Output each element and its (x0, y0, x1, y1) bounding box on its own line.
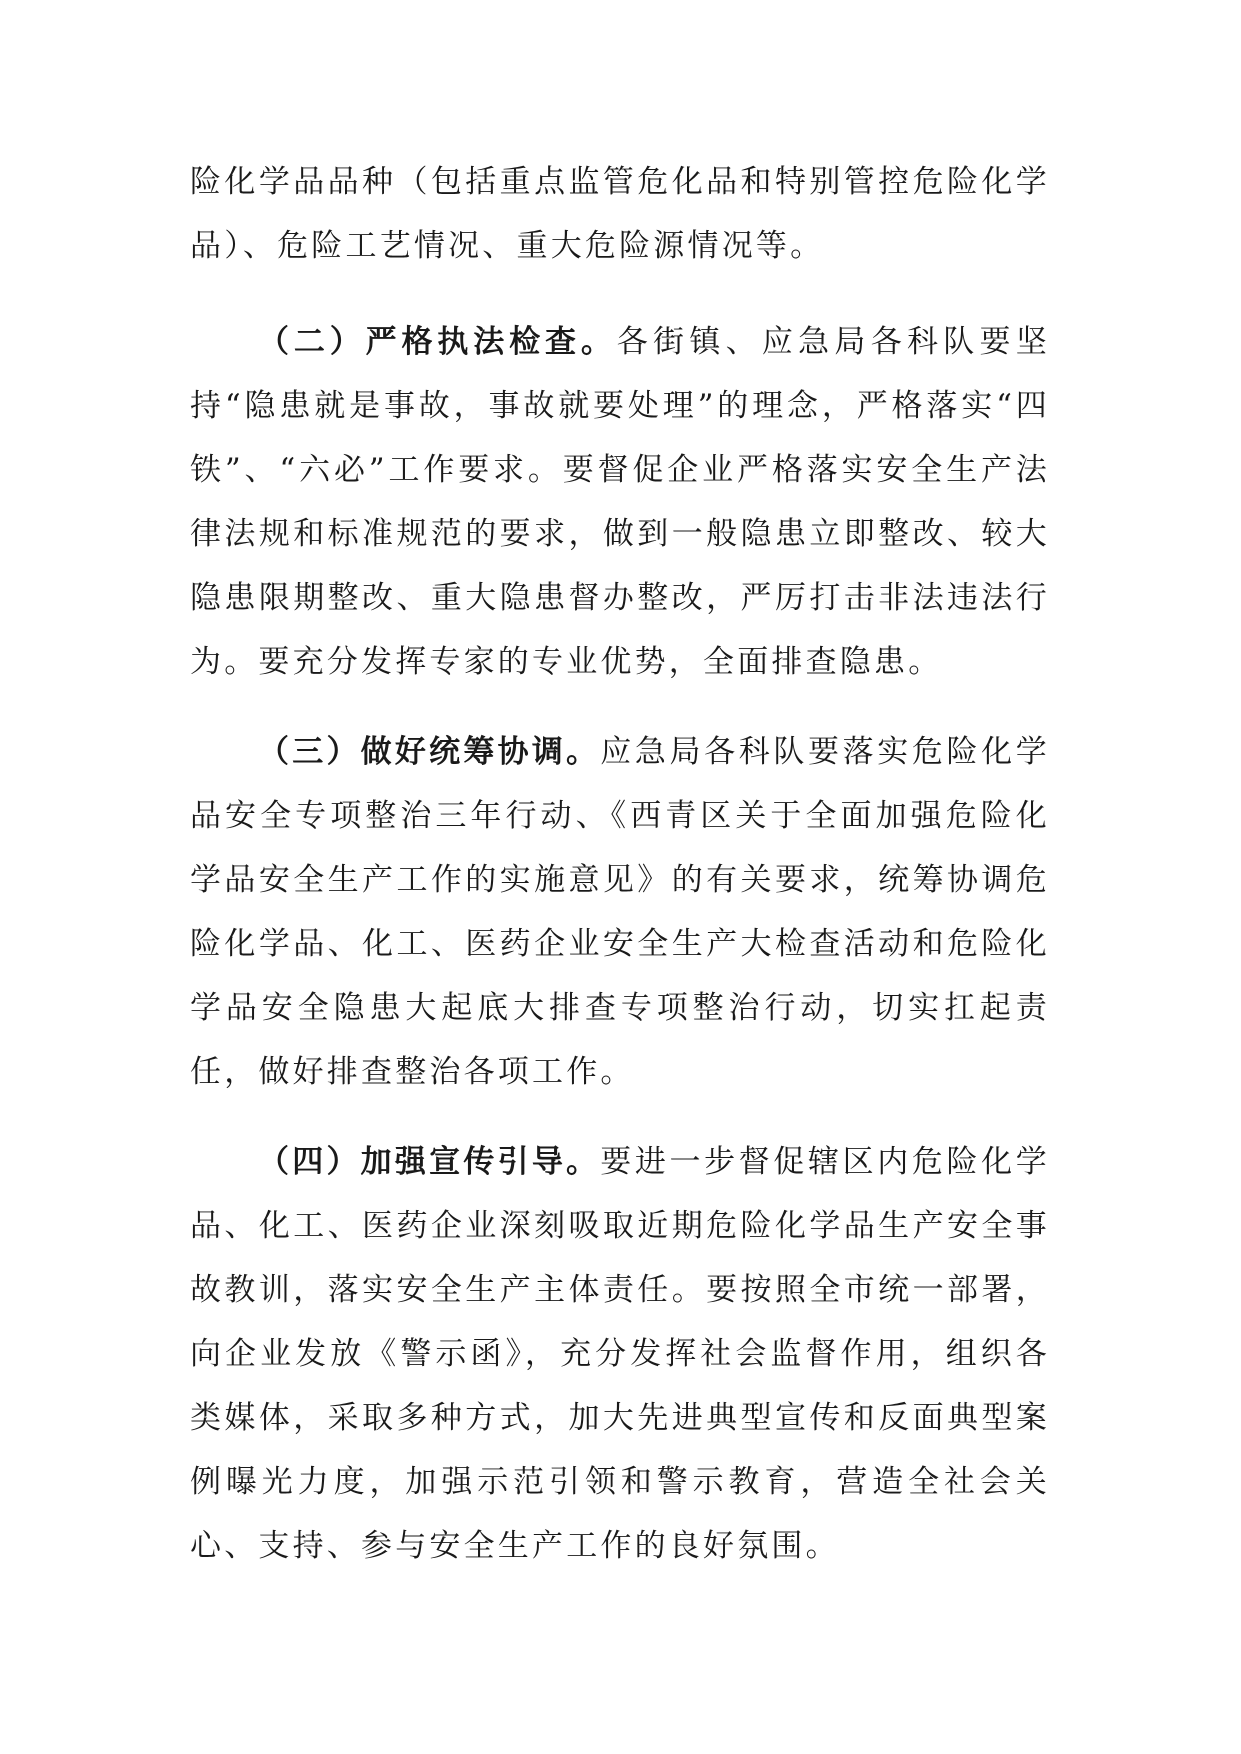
paragraph-body: 各街镇、应急局各科队要坚持“隐患就是事故，事故就要处理”的理念，严格落实“四铁”、“六必”工作要求。要督促企业严格落实安全生产法律法规和标准规范的要求，做到一般隐患立即整改、较大隐患限期整改、重大隐患督办整改，严厉打击非法违法行为。要充分发挥专家的专业优势，全面排查隐患。 (190, 324, 1050, 680)
paragraph-coordination (190, 720, 1050, 1104)
paragraph-publicity (190, 1130, 1050, 1578)
paragraph-heading: （四）加强宣传引导。 (258, 1144, 601, 1180)
paragraph-strict-enforcement (190, 310, 1050, 694)
paragraph-body: 应急局各科队要落实危险化学品安全专项整治三年行动、《西青区关于全面加强危险化学品安全生产工作的实施意见》的有关要求，统筹协调危险化学品、化工、医药企业安全生产大检查活动和危险化学品安全隐患大起底大排查专项整治行动，切实扛起责任，做好排查整治各项工作。 (190, 734, 1051, 1090)
paragraph-heading: （二）严格执法检查。 (258, 324, 617, 360)
paragraph-text (190, 1130, 1050, 1578)
paragraph-text (190, 310, 1050, 694)
paragraph-body: 险化学品品种（包括重点监管危化品和特别管控危险化学品）、危险工艺情况、重大危险源情况等。 (190, 164, 1050, 264)
paragraph-heading: （三）做好统筹协调。 (258, 734, 601, 770)
paragraph-body: 要进一步督促辖区内危险化学品、化工、医药企业深刻吸取近期危险化学品生产安全事故教训，落实安全生产主体责任。要按照全市统一部署，向企业发放《警示函》，充分发挥社会监督作用，组织各类媒体，采取多种方式，加大先进典型宣传和反面典型案例曝光力度，加强示范引领和警示教育，营造全社会关心、支持、参与安全生产工作的良好氛围。 (190, 1144, 1051, 1564)
paragraph-continuation (190, 150, 1050, 278)
paragraph-text (190, 720, 1050, 1104)
